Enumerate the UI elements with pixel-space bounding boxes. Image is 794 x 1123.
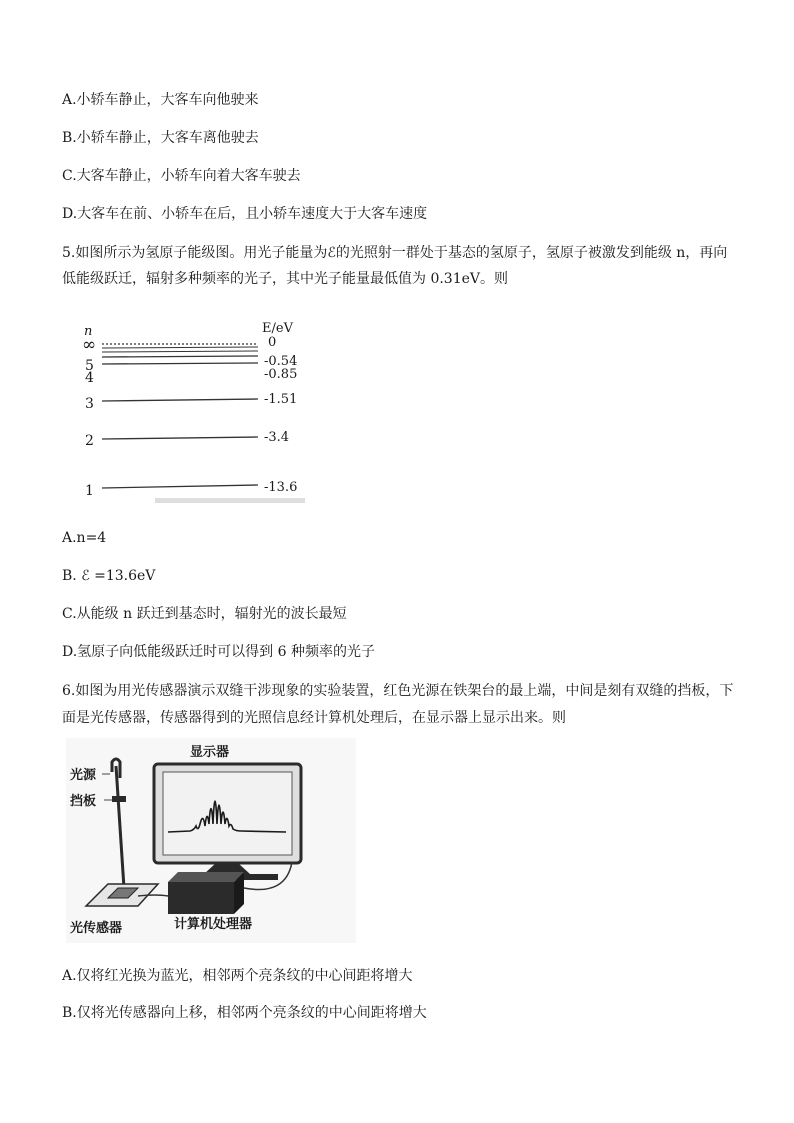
q5-option-d: D.氢原子向低能级跃迁时可以得到 6 种频率的光子 [62,644,375,660]
label-display: 显示器 [190,745,230,760]
q6-stem-line1: 6.如图为用光传感器演示双缝干涉现象的实验装置，红色光源在铁架台的最上端，中间是刻有双缝的挡板，下 [62,683,734,699]
q4-option-c: C.大客车静止，小轿车向着大客车驶去 [62,168,301,184]
monitor-screen [163,772,292,855]
energy-label-n1: -13.6 [264,480,298,495]
energy-label-0: 0 [268,335,277,350]
n-label-2: 2 [85,433,94,449]
n-label-4: 4 [85,370,94,386]
q5-option-b: B. ℰ =13.6eV [62,568,156,584]
n-axis-header: n [84,324,93,339]
q4-option-d: D.大客车在前、小轿车在后，且小轿车速度大于大客车速度 [62,206,428,222]
level-line-dense-2 [102,351,258,352]
q5-option-a: A.n=4 [62,530,107,546]
n-label-1: 1 [85,483,94,499]
level-line-n4 [102,363,258,364]
label-light-sensor: 光传感器 [70,921,123,936]
level-line-dense-1 [102,347,258,348]
n-label-5: 5 [85,358,94,374]
label-computer-processor: 计算机处理器 [174,917,253,932]
cropped-caption-remnant [155,498,305,503]
energy-label-n2: -3.4 [264,430,290,445]
energy-label-n4: -0.85 [264,367,298,382]
level-line-n5 [102,356,258,357]
q6-stem-line2: 面是光传感器，传感器得到的光照信息经计算机处理后，在显示器上显示出来。则 [62,710,566,726]
energy-level-diagram [70,318,320,503]
q4-option-a: A.小轿车静止，大客车向他驶来 [62,92,259,108]
n-label-3: 3 [85,396,94,412]
double-slit-apparatus-figure [66,738,356,943]
q5-option-c: C.从能级 n 跃迁到基态时，辐射光的波长最短 [62,606,347,622]
q6-option-a: A.仅将红光换为蓝光，相邻两个亮条纹的中心间距将增大 [62,968,413,984]
label-baffle: 挡板 [70,794,97,809]
n-label-infinity: ∞ [82,335,97,355]
baffle-clamp [112,796,126,802]
q6-option-b: B.仅将光传感器向上移，相邻两个亮条纹的中心间距将增大 [62,1005,427,1021]
energy-label-n5: -0.54 [264,354,298,369]
level-line-n3 [102,399,258,401]
level-line-n2 [102,437,258,439]
level-line-n1 [102,485,258,488]
label-light-source: 光源 [70,768,97,783]
energy-label-n3: -1.51 [264,392,298,407]
computer-box [168,882,234,914]
q4-option-b: B.小轿车静止，大客车离他驶去 [62,130,259,146]
q5-stem-line1: 5.如图所示为氢原子能级图。用光子能量为ℰ的光照射一群处于基态的氢原子，氢原子被激发到能级 n，再向 [62,245,728,261]
energy-axis-header: E/eV [262,321,293,336]
q5-stem-line2: 低能级跃迁，辐射多种频率的光子，其中光子能量最低值为 0.31eV。则 [62,271,509,287]
computer-box-top [168,872,244,882]
